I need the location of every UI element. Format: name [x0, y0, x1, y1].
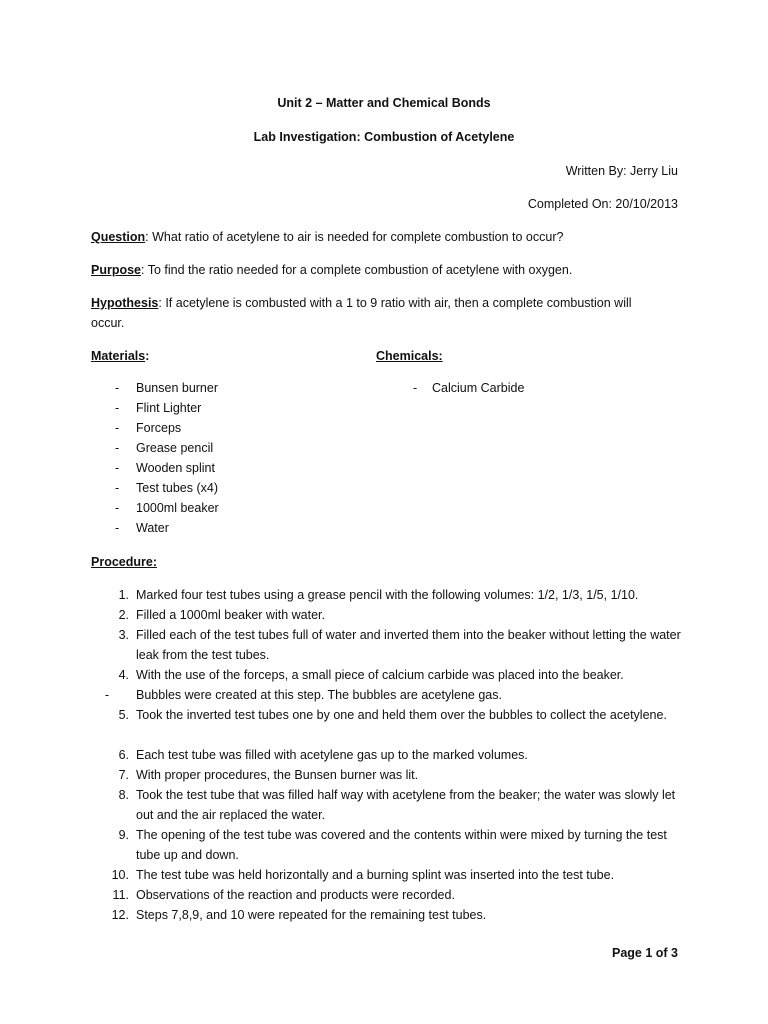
step-number: 12. — [111, 908, 129, 922]
procedure-heading: Procedure: — [91, 555, 157, 569]
chemical-bullet: - — [413, 381, 418, 395]
purpose-line — [91, 262, 572, 278]
hypothesis-label: Hypothesis — [91, 296, 159, 310]
material-item: Grease pencil — [136, 441, 214, 455]
step-number: 5. — [118, 708, 129, 722]
step-text: Steps 7,8,9, and 10 were repeated for the remaining test tubes. — [136, 908, 487, 922]
materials-heading: Materials — [91, 349, 146, 363]
material-item: Flint Lighter — [136, 401, 202, 415]
material-item: Forceps — [136, 421, 182, 435]
bullet-dash: - — [115, 461, 120, 475]
step-text: Each test tube was filled with acetylene gas up to the marked volumes. — [136, 748, 528, 762]
material-item: Wooden splint — [136, 461, 215, 475]
step-text: The test tube was held horizontally and a burning splint was inserted into the test tube. — [136, 868, 615, 882]
step-number: 8. — [118, 788, 129, 802]
hypothesis-text: : If acetylene is combusted with a 1 to 9 ratio with air, then a complete combustion will — [158, 296, 632, 310]
question-label: Question — [91, 230, 146, 244]
bullet-dash: - — [115, 401, 120, 415]
purpose-text: : To find the ratio needed for a complete combustion of acetylene with oxygen. — [141, 263, 573, 277]
question-line — [91, 229, 563, 245]
chemical-item: Calcium Carbide — [432, 381, 525, 395]
bullet-dash: - — [115, 481, 120, 495]
hypothesis-continuation: occur. — [91, 316, 125, 330]
step-text: Bubbles were created at this step. The bubbles are acetylene gas. — [136, 688, 502, 702]
materials-heading-line — [91, 348, 149, 364]
step-text: Marked four test tubes using a grease pencil with the following volumes: 1/2, 1/3, 1/5, 1/10. — [136, 588, 639, 602]
step-number: 1. — [118, 588, 129, 602]
step-text: Took the test tube that was filled half way with acetylene from the beaker; the water was slowly let out and the air replaced the water. — [136, 788, 676, 822]
step-number: 3. — [118, 628, 129, 642]
step-text: The opening of the test tube was covered and the contents within were mixed by turning the test tube up and down. — [136, 828, 667, 862]
step-text: Filled a 1000ml beaker with water. — [136, 608, 325, 622]
completed-on: Completed On: 20/10/2013 — [527, 197, 678, 211]
purpose-label: Purpose — [91, 263, 142, 277]
bullet-dash: - — [115, 421, 120, 435]
step-number: 4. — [118, 668, 129, 682]
material-item: Water — [136, 521, 169, 535]
material-item: Test tubes (x4) — [136, 481, 218, 495]
step-number: 9. — [118, 828, 129, 842]
step-number: 10. — [111, 868, 129, 882]
step-number: 7. — [118, 768, 129, 782]
step-text: Took the inverted test tubes one by one and held them over the bubbles to collect the acetylene. — [136, 708, 667, 722]
written-by: Written By: Jerry Liu — [565, 164, 678, 178]
hypothesis-line — [91, 295, 632, 311]
bullet-dash: - — [115, 521, 120, 535]
step-text: With the use of the forceps, a small piece of calcium carbide was placed into the beaker. — [136, 668, 624, 682]
lab-title: Lab Investigation: Combustion of Acetylene — [253, 130, 515, 144]
unit-title: Unit 2 – Matter and Chemical Bonds — [277, 96, 491, 110]
chemicals-heading: Chemicals: — [376, 349, 443, 363]
material-item: 1000ml beaker — [136, 501, 219, 515]
bullet-dash: - — [115, 501, 120, 515]
step-number: 6. — [118, 748, 129, 762]
question-text: : What ratio of acetylene to air is needed for complete combustion to occur? — [145, 230, 564, 244]
materials-colon: : — [145, 349, 150, 363]
material-item: Bunsen burner — [136, 381, 219, 395]
step-text: With proper procedures, the Bunsen burner was lit. — [136, 768, 419, 782]
bullet-dash: - — [115, 381, 120, 395]
step-number: 2. — [118, 608, 129, 622]
step-dash: - — [104, 688, 110, 702]
step-text: Filled each of the test tubes full of water and inverted them into the beaker without letting the water leak from the test tubes. — [136, 628, 681, 662]
page-number: Page 1 of 3 — [612, 946, 678, 960]
bullet-dash: - — [115, 441, 120, 455]
step-number: 11. — [112, 888, 129, 902]
step-text: Observations of the reaction and products were recorded. — [136, 888, 455, 902]
